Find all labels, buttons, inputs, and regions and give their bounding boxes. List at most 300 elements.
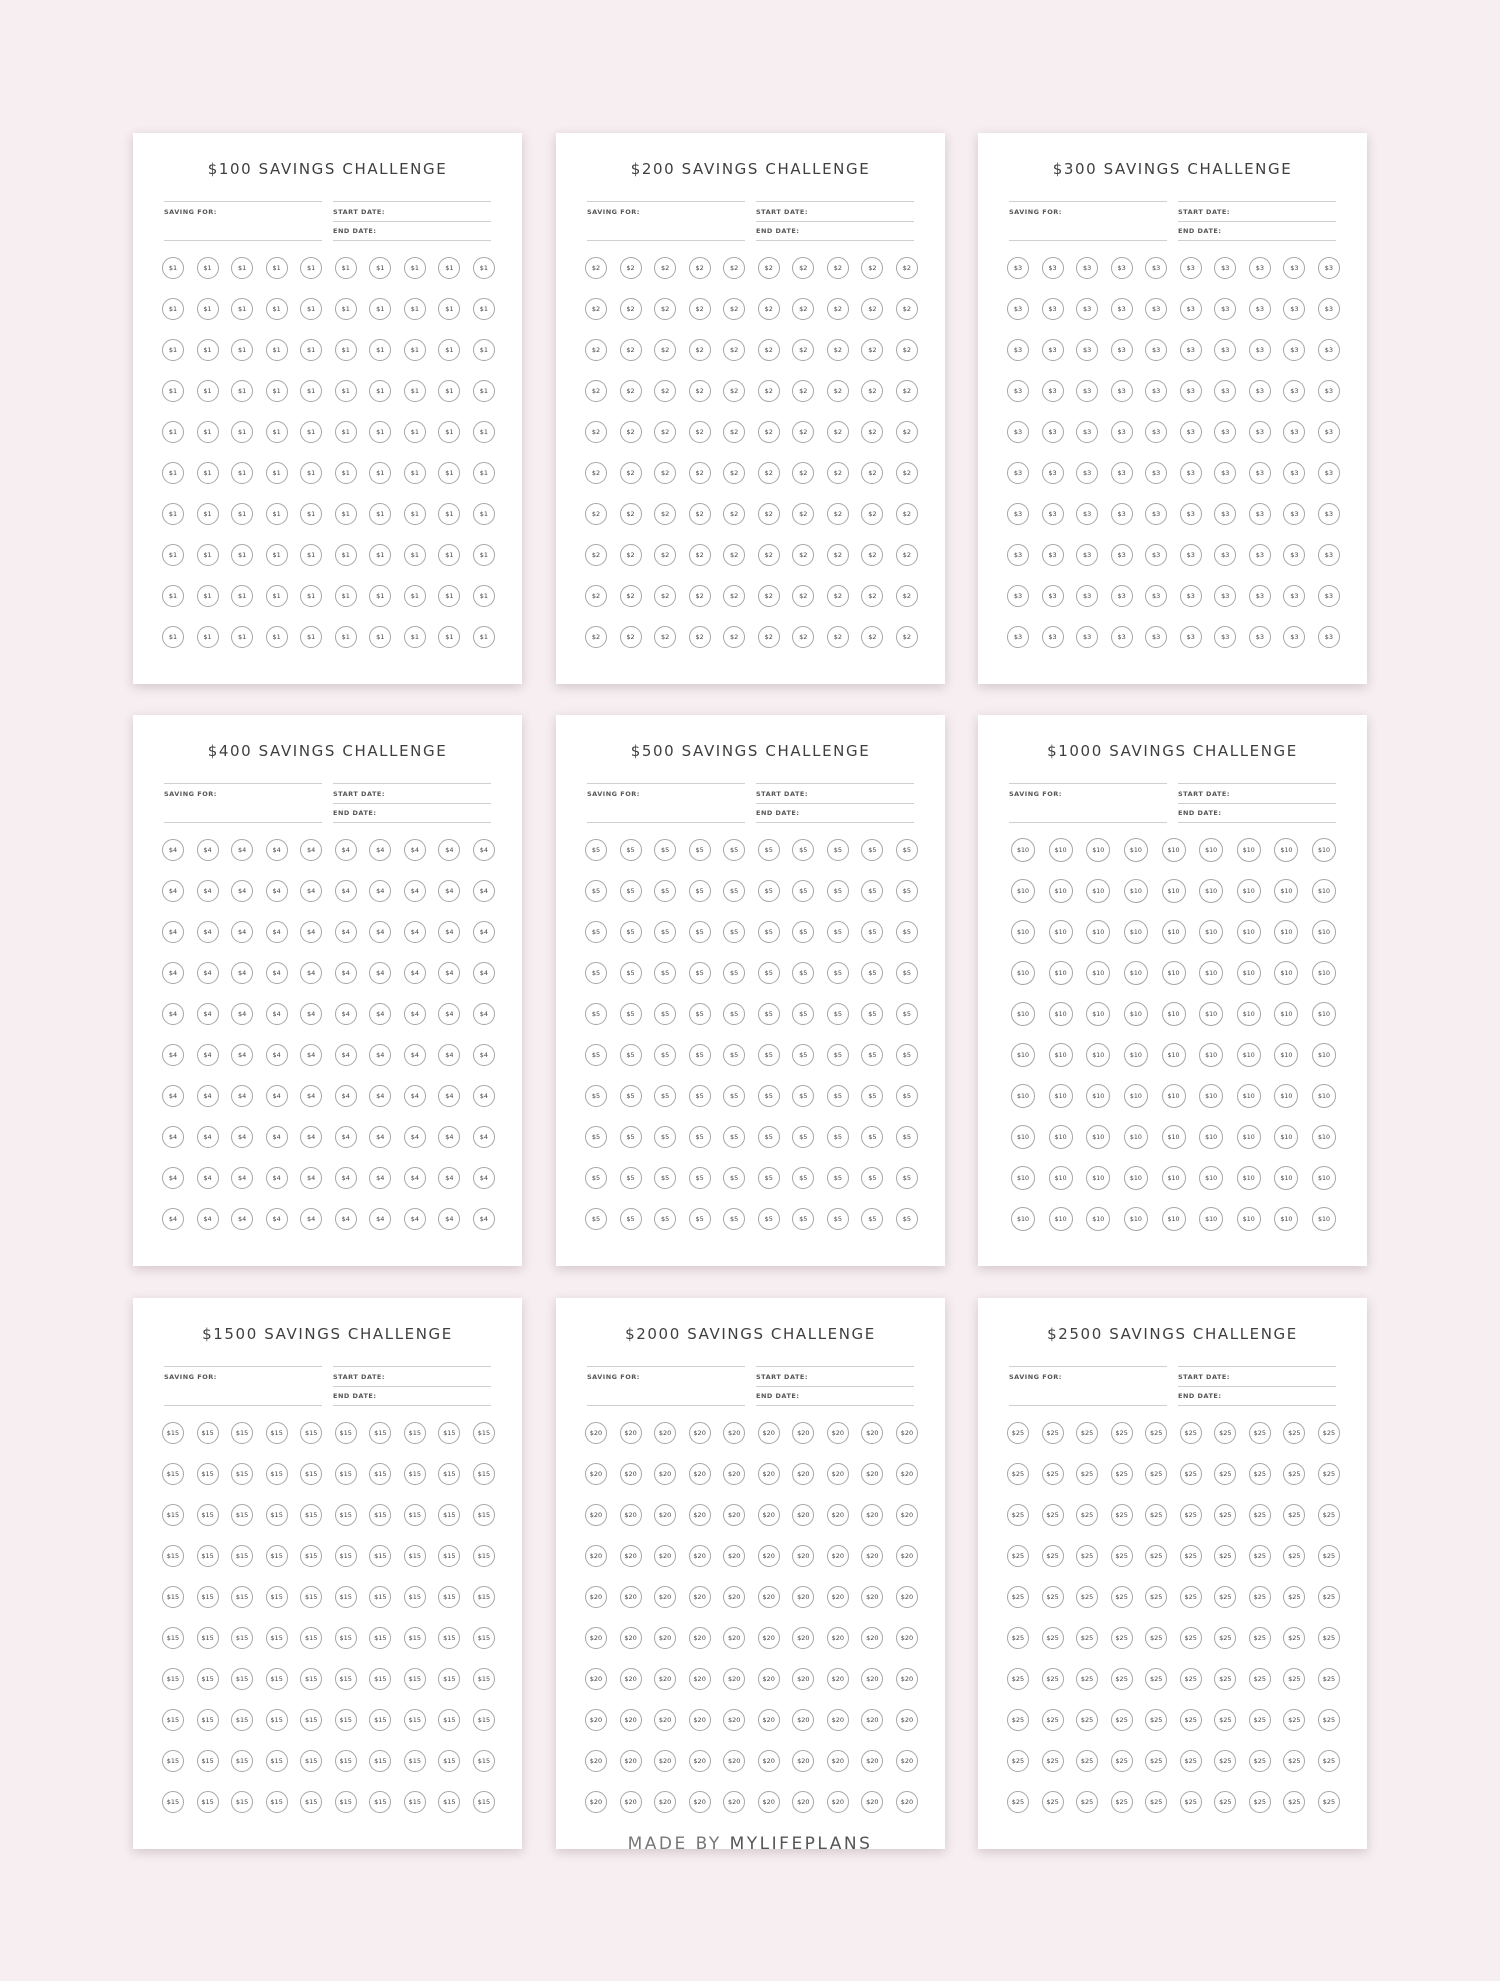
savings-coin[interactable]: $1	[300, 503, 322, 525]
savings-coin[interactable]: $2	[620, 380, 642, 402]
savings-coin[interactable]: $25	[1214, 1545, 1236, 1567]
savings-coin[interactable]: $3	[1111, 298, 1133, 320]
savings-coin[interactable]: $15	[438, 1750, 460, 1772]
savings-coin[interactable]: $15	[197, 1545, 219, 1567]
savings-coin[interactable]: $15	[266, 1791, 288, 1813]
savings-coin[interactable]: $1	[266, 626, 288, 648]
savings-coin[interactable]: $4	[162, 921, 184, 943]
savings-coin[interactable]: $4	[231, 1085, 253, 1107]
savings-coin[interactable]: $10	[1237, 1125, 1261, 1149]
savings-coin[interactable]: $10	[1274, 1043, 1298, 1067]
savings-coin[interactable]: $10	[1086, 1084, 1110, 1108]
savings-coin[interactable]: $2	[723, 298, 745, 320]
savings-coin[interactable]: $3	[1042, 503, 1064, 525]
savings-coin[interactable]: $25	[1076, 1709, 1098, 1731]
savings-coin[interactable]: $20	[585, 1668, 607, 1690]
savings-coin[interactable]: $2	[896, 298, 918, 320]
savings-coin[interactable]: $20	[654, 1627, 676, 1649]
savings-coin[interactable]: $10	[1124, 838, 1148, 862]
savings-coin[interactable]: $3	[1145, 421, 1167, 443]
savings-coin[interactable]: $15	[300, 1545, 322, 1567]
savings-coin[interactable]: $10	[1049, 1207, 1073, 1231]
savings-coin[interactable]: $25	[1111, 1586, 1133, 1608]
savings-coin[interactable]: $2	[896, 380, 918, 402]
savings-coin[interactable]: $2	[585, 626, 607, 648]
savings-coin[interactable]: $20	[827, 1463, 849, 1485]
savings-coin[interactable]: $5	[689, 1003, 711, 1025]
savings-coin[interactable]: $20	[620, 1586, 642, 1608]
savings-coin[interactable]: $3	[1283, 380, 1305, 402]
savings-coin[interactable]: $3	[1007, 503, 1029, 525]
savings-coin[interactable]: $25	[1249, 1627, 1271, 1649]
savings-coin[interactable]: $3	[1283, 257, 1305, 279]
savings-coin[interactable]: $25	[1042, 1791, 1064, 1813]
savings-coin[interactable]: $2	[654, 585, 676, 607]
savings-coin[interactable]: $4	[266, 839, 288, 861]
savings-coin[interactable]: $1	[231, 257, 253, 279]
savings-coin[interactable]: $25	[1180, 1504, 1202, 1526]
savings-coin[interactable]: $3	[1145, 503, 1167, 525]
savings-coin[interactable]: $15	[266, 1709, 288, 1731]
savings-coin[interactable]: $25	[1318, 1504, 1340, 1526]
savings-coin[interactable]: $1	[473, 380, 495, 402]
savings-coin[interactable]: $25	[1076, 1545, 1098, 1567]
savings-coin[interactable]: $4	[197, 1126, 219, 1148]
savings-coin[interactable]: $4	[231, 1208, 253, 1230]
savings-coin[interactable]: $25	[1318, 1627, 1340, 1649]
savings-coin[interactable]: $4	[162, 1044, 184, 1066]
savings-coin[interactable]: $15	[404, 1586, 426, 1608]
savings-coin[interactable]: $4	[266, 921, 288, 943]
savings-coin[interactable]: $3	[1180, 462, 1202, 484]
savings-coin[interactable]: $5	[827, 962, 849, 984]
savings-coin[interactable]: $10	[1237, 1043, 1261, 1067]
savings-coin[interactable]: $3	[1249, 257, 1271, 279]
savings-coin[interactable]: $1	[404, 298, 426, 320]
savings-coin[interactable]: $1	[197, 544, 219, 566]
savings-coin[interactable]: $20	[723, 1463, 745, 1485]
savings-coin[interactable]: $15	[300, 1422, 322, 1444]
savings-coin[interactable]: $5	[654, 1208, 676, 1230]
savings-coin[interactable]: $20	[723, 1627, 745, 1649]
savings-coin[interactable]: $10	[1312, 1207, 1336, 1231]
savings-coin[interactable]: $2	[861, 626, 883, 648]
savings-coin[interactable]: $15	[473, 1504, 495, 1526]
savings-coin[interactable]: $1	[266, 585, 288, 607]
savings-coin[interactable]: $2	[861, 462, 883, 484]
savings-coin[interactable]: $3	[1318, 462, 1340, 484]
savings-coin[interactable]: $4	[197, 1085, 219, 1107]
savings-coin[interactable]: $20	[654, 1504, 676, 1526]
savings-coin[interactable]: $5	[689, 921, 711, 943]
savings-coin[interactable]: $2	[758, 339, 780, 361]
savings-coin[interactable]: $2	[792, 380, 814, 402]
savings-coin[interactable]: $25	[1283, 1627, 1305, 1649]
savings-coin[interactable]: $1	[197, 380, 219, 402]
savings-coin[interactable]: $5	[861, 1085, 883, 1107]
savings-coin[interactable]: $25	[1076, 1791, 1098, 1813]
savings-coin[interactable]: $15	[300, 1463, 322, 1485]
savings-coin[interactable]: $20	[758, 1504, 780, 1526]
savings-coin[interactable]: $2	[654, 544, 676, 566]
savings-coin[interactable]: $2	[827, 421, 849, 443]
savings-coin[interactable]: $4	[162, 880, 184, 902]
savings-coin[interactable]: $15	[300, 1750, 322, 1772]
savings-coin[interactable]: $10	[1312, 961, 1336, 985]
savings-coin[interactable]: $4	[162, 1126, 184, 1148]
savings-coin[interactable]: $1	[231, 421, 253, 443]
savings-coin[interactable]: $20	[689, 1545, 711, 1567]
savings-coin[interactable]: $2	[792, 585, 814, 607]
savings-coin[interactable]: $25	[1007, 1463, 1029, 1485]
savings-coin[interactable]: $1	[369, 626, 391, 648]
savings-coin[interactable]: $15	[197, 1422, 219, 1444]
savings-coin[interactable]: $2	[896, 544, 918, 566]
savings-coin[interactable]: $5	[620, 1044, 642, 1066]
savings-coin[interactable]: $15	[335, 1750, 357, 1772]
savings-coin[interactable]: $10	[1237, 838, 1261, 862]
savings-coin[interactable]: $20	[620, 1463, 642, 1485]
savings-coin[interactable]: $1	[162, 544, 184, 566]
savings-coin[interactable]: $5	[654, 1003, 676, 1025]
savings-coin[interactable]: $1	[473, 544, 495, 566]
savings-coin[interactable]: $10	[1162, 1166, 1186, 1190]
savings-coin[interactable]: $10	[1011, 1207, 1035, 1231]
savings-coin[interactable]: $5	[654, 1085, 676, 1107]
savings-coin[interactable]: $25	[1214, 1791, 1236, 1813]
savings-coin[interactable]: $4	[162, 839, 184, 861]
savings-coin[interactable]: $15	[300, 1709, 322, 1731]
savings-coin[interactable]: $20	[896, 1668, 918, 1690]
savings-coin[interactable]: $4	[335, 880, 357, 902]
savings-coin[interactable]: $2	[792, 257, 814, 279]
savings-coin[interactable]: $3	[1318, 257, 1340, 279]
savings-coin[interactable]: $1	[266, 257, 288, 279]
savings-coin[interactable]: $5	[689, 1126, 711, 1148]
savings-coin[interactable]: $2	[689, 339, 711, 361]
savings-coin[interactable]: $15	[404, 1422, 426, 1444]
savings-coin[interactable]: $20	[827, 1627, 849, 1649]
savings-coin[interactable]: $25	[1249, 1504, 1271, 1526]
savings-coin[interactable]: $5	[792, 1085, 814, 1107]
savings-coin[interactable]: $4	[266, 1167, 288, 1189]
savings-coin[interactable]: $20	[792, 1627, 814, 1649]
savings-coin[interactable]: $20	[620, 1545, 642, 1567]
savings-coin[interactable]: $5	[896, 1003, 918, 1025]
savings-coin[interactable]: $3	[1249, 626, 1271, 648]
savings-coin[interactable]: $10	[1274, 838, 1298, 862]
savings-coin[interactable]: $4	[335, 1167, 357, 1189]
savings-coin[interactable]: $3	[1318, 298, 1340, 320]
savings-coin[interactable]: $25	[1145, 1504, 1167, 1526]
savings-coin[interactable]: $2	[896, 626, 918, 648]
savings-coin[interactable]: $20	[827, 1750, 849, 1772]
savings-coin[interactable]: $15	[438, 1627, 460, 1649]
savings-coin[interactable]: $10	[1312, 1084, 1336, 1108]
savings-coin[interactable]: $10	[1124, 1125, 1148, 1149]
savings-coin[interactable]: $2	[792, 544, 814, 566]
savings-coin[interactable]: $20	[861, 1750, 883, 1772]
savings-coin[interactable]: $10	[1162, 1043, 1186, 1067]
savings-coin[interactable]: $5	[861, 921, 883, 943]
savings-coin[interactable]: $2	[827, 298, 849, 320]
savings-coin[interactable]: $20	[861, 1668, 883, 1690]
savings-coin[interactable]: $1	[300, 380, 322, 402]
savings-coin[interactable]: $5	[896, 1167, 918, 1189]
savings-coin[interactable]: $25	[1042, 1668, 1064, 1690]
savings-coin[interactable]: $3	[1249, 503, 1271, 525]
savings-coin[interactable]: $15	[162, 1463, 184, 1485]
savings-coin[interactable]: $5	[896, 1208, 918, 1230]
savings-coin[interactable]: $4	[404, 1208, 426, 1230]
savings-coin[interactable]: $10	[1086, 879, 1110, 903]
savings-coin[interactable]: $3	[1214, 339, 1236, 361]
savings-coin[interactable]: $1	[404, 503, 426, 525]
savings-coin[interactable]: $4	[369, 1126, 391, 1148]
savings-coin[interactable]: $2	[689, 380, 711, 402]
savings-coin[interactable]: $4	[369, 921, 391, 943]
savings-coin[interactable]: $25	[1318, 1463, 1340, 1485]
savings-coin[interactable]: $5	[792, 1167, 814, 1189]
savings-coin[interactable]: $1	[369, 380, 391, 402]
savings-coin[interactable]: $5	[896, 962, 918, 984]
savings-coin[interactable]: $4	[473, 1085, 495, 1107]
savings-coin[interactable]: $5	[792, 921, 814, 943]
savings-coin[interactable]: $3	[1214, 380, 1236, 402]
savings-coin[interactable]: $2	[620, 462, 642, 484]
savings-coin[interactable]: $1	[369, 257, 391, 279]
savings-coin[interactable]: $15	[335, 1791, 357, 1813]
savings-coin[interactable]: $15	[197, 1750, 219, 1772]
savings-coin[interactable]: $25	[1076, 1627, 1098, 1649]
savings-coin[interactable]: $3	[1214, 421, 1236, 443]
savings-coin[interactable]: $25	[1111, 1709, 1133, 1731]
savings-coin[interactable]: $4	[438, 839, 460, 861]
savings-coin[interactable]: $3	[1180, 503, 1202, 525]
savings-coin[interactable]: $5	[861, 1167, 883, 1189]
savings-coin[interactable]: $25	[1076, 1463, 1098, 1485]
savings-coin[interactable]: $1	[438, 339, 460, 361]
savings-coin[interactable]: $15	[266, 1668, 288, 1690]
savings-coin[interactable]: $1	[162, 503, 184, 525]
savings-coin[interactable]: $2	[585, 257, 607, 279]
savings-coin[interactable]: $2	[827, 503, 849, 525]
savings-coin[interactable]: $1	[197, 339, 219, 361]
savings-coin[interactable]: $10	[1162, 1002, 1186, 1026]
savings-coin[interactable]: $15	[162, 1791, 184, 1813]
savings-coin[interactable]: $15	[404, 1791, 426, 1813]
savings-coin[interactable]: $4	[369, 1003, 391, 1025]
savings-coin[interactable]: $10	[1312, 920, 1336, 944]
savings-coin[interactable]: $3	[1042, 339, 1064, 361]
savings-coin[interactable]: $5	[654, 1044, 676, 1066]
savings-coin[interactable]: $20	[689, 1709, 711, 1731]
savings-coin[interactable]: $25	[1145, 1586, 1167, 1608]
savings-coin[interactable]: $10	[1086, 1002, 1110, 1026]
savings-coin[interactable]: $10	[1162, 1084, 1186, 1108]
savings-coin[interactable]: $2	[758, 626, 780, 648]
savings-coin[interactable]: $15	[369, 1545, 391, 1567]
savings-coin[interactable]: $5	[620, 1167, 642, 1189]
savings-coin[interactable]: $2	[896, 339, 918, 361]
savings-coin[interactable]: $1	[231, 585, 253, 607]
savings-coin[interactable]: $20	[689, 1668, 711, 1690]
savings-coin[interactable]: $25	[1318, 1791, 1340, 1813]
savings-coin[interactable]: $25	[1180, 1709, 1202, 1731]
savings-coin[interactable]: $4	[438, 962, 460, 984]
savings-coin[interactable]: $4	[473, 839, 495, 861]
savings-coin[interactable]: $2	[758, 421, 780, 443]
savings-coin[interactable]: $15	[473, 1627, 495, 1649]
savings-coin[interactable]: $20	[758, 1750, 780, 1772]
savings-coin[interactable]: $20	[723, 1586, 745, 1608]
savings-coin[interactable]: $4	[404, 839, 426, 861]
savings-coin[interactable]: $10	[1124, 879, 1148, 903]
savings-coin[interactable]: $20	[896, 1627, 918, 1649]
savings-coin[interactable]: $4	[369, 839, 391, 861]
savings-coin[interactable]: $25	[1111, 1545, 1133, 1567]
savings-coin[interactable]: $4	[266, 1126, 288, 1148]
savings-coin[interactable]: $5	[585, 921, 607, 943]
savings-coin[interactable]: $1	[404, 626, 426, 648]
savings-coin[interactable]: $1	[473, 257, 495, 279]
savings-coin[interactable]: $20	[758, 1463, 780, 1485]
savings-coin[interactable]: $5	[620, 1126, 642, 1148]
savings-coin[interactable]: $20	[689, 1750, 711, 1772]
savings-coin[interactable]: $25	[1249, 1463, 1271, 1485]
savings-coin[interactable]: $1	[197, 298, 219, 320]
savings-coin[interactable]: $1	[335, 257, 357, 279]
savings-coin[interactable]: $1	[369, 585, 391, 607]
savings-coin[interactable]: $2	[585, 339, 607, 361]
savings-coin[interactable]: $5	[827, 1003, 849, 1025]
savings-coin[interactable]: $20	[861, 1463, 883, 1485]
savings-coin[interactable]: $3	[1180, 257, 1202, 279]
savings-coin[interactable]: $15	[231, 1504, 253, 1526]
savings-coin[interactable]: $2	[585, 585, 607, 607]
savings-coin[interactable]: $1	[162, 626, 184, 648]
savings-coin[interactable]: $5	[689, 839, 711, 861]
savings-coin[interactable]: $20	[689, 1586, 711, 1608]
savings-coin[interactable]: $5	[792, 1003, 814, 1025]
savings-coin[interactable]: $4	[231, 1126, 253, 1148]
savings-coin[interactable]: $4	[404, 1167, 426, 1189]
savings-coin[interactable]: $25	[1007, 1422, 1029, 1444]
savings-coin[interactable]: $25	[1042, 1709, 1064, 1731]
savings-coin[interactable]: $1	[162, 298, 184, 320]
savings-coin[interactable]: $25	[1007, 1668, 1029, 1690]
savings-coin[interactable]: $3	[1145, 380, 1167, 402]
savings-coin[interactable]: $1	[473, 626, 495, 648]
savings-coin[interactable]: $3	[1249, 544, 1271, 566]
savings-coin[interactable]: $3	[1249, 380, 1271, 402]
savings-coin[interactable]: $5	[723, 1126, 745, 1148]
savings-coin[interactable]: $2	[620, 585, 642, 607]
savings-coin[interactable]: $2	[689, 585, 711, 607]
savings-coin[interactable]: $20	[723, 1668, 745, 1690]
savings-coin[interactable]: $2	[654, 339, 676, 361]
savings-coin[interactable]: $25	[1145, 1750, 1167, 1772]
savings-coin[interactable]: $1	[266, 421, 288, 443]
savings-coin[interactable]: $2	[620, 298, 642, 320]
savings-coin[interactable]: $3	[1145, 339, 1167, 361]
savings-coin[interactable]: $25	[1076, 1586, 1098, 1608]
savings-coin[interactable]: $25	[1180, 1791, 1202, 1813]
savings-coin[interactable]: $10	[1124, 1043, 1148, 1067]
savings-coin[interactable]: $1	[438, 585, 460, 607]
savings-coin[interactable]: $10	[1011, 1043, 1035, 1067]
savings-coin[interactable]: $10	[1049, 838, 1073, 862]
savings-coin[interactable]: $3	[1076, 421, 1098, 443]
savings-coin[interactable]: $2	[827, 257, 849, 279]
savings-coin[interactable]: $1	[473, 503, 495, 525]
savings-coin[interactable]: $20	[896, 1791, 918, 1813]
savings-coin[interactable]: $3	[1007, 298, 1029, 320]
savings-coin[interactable]: $4	[473, 1044, 495, 1066]
savings-coin[interactable]: $15	[266, 1627, 288, 1649]
savings-coin[interactable]: $20	[654, 1668, 676, 1690]
savings-coin[interactable]: $20	[861, 1586, 883, 1608]
savings-coin[interactable]: $5	[723, 880, 745, 902]
savings-coin[interactable]: $25	[1318, 1586, 1340, 1608]
savings-coin[interactable]: $20	[758, 1545, 780, 1567]
savings-coin[interactable]: $5	[620, 962, 642, 984]
savings-coin[interactable]: $20	[827, 1668, 849, 1690]
savings-coin[interactable]: $5	[585, 1044, 607, 1066]
savings-coin[interactable]: $5	[861, 1208, 883, 1230]
savings-coin[interactable]: $20	[792, 1586, 814, 1608]
savings-coin[interactable]: $4	[473, 1003, 495, 1025]
savings-coin[interactable]: $25	[1111, 1504, 1133, 1526]
savings-coin[interactable]: $2	[585, 503, 607, 525]
savings-coin[interactable]: $1	[266, 462, 288, 484]
savings-coin[interactable]: $4	[300, 1044, 322, 1066]
savings-coin[interactable]: $20	[654, 1750, 676, 1772]
savings-coin[interactable]: $10	[1312, 879, 1336, 903]
savings-coin[interactable]: $5	[861, 1126, 883, 1148]
savings-coin[interactable]: $10	[1162, 838, 1186, 862]
savings-coin[interactable]: $2	[723, 544, 745, 566]
savings-coin[interactable]: $25	[1318, 1709, 1340, 1731]
savings-coin[interactable]: $4	[438, 1208, 460, 1230]
savings-coin[interactable]: $2	[620, 257, 642, 279]
savings-coin[interactable]: $4	[162, 1085, 184, 1107]
savings-coin[interactable]: $3	[1180, 339, 1202, 361]
savings-coin[interactable]: $15	[266, 1586, 288, 1608]
savings-coin[interactable]: $20	[620, 1504, 642, 1526]
savings-coin[interactable]: $1	[231, 298, 253, 320]
savings-coin[interactable]: $4	[266, 1003, 288, 1025]
savings-coin[interactable]: $4	[162, 1208, 184, 1230]
savings-coin[interactable]: $3	[1283, 544, 1305, 566]
savings-coin[interactable]: $5	[723, 962, 745, 984]
savings-coin[interactable]: $5	[896, 839, 918, 861]
savings-coin[interactable]: $1	[300, 421, 322, 443]
savings-coin[interactable]: $10	[1199, 1084, 1223, 1108]
savings-coin[interactable]: $3	[1111, 544, 1133, 566]
savings-coin[interactable]: $3	[1042, 462, 1064, 484]
savings-coin[interactable]: $1	[300, 585, 322, 607]
savings-coin[interactable]: $25	[1111, 1463, 1133, 1485]
savings-coin[interactable]: $2	[585, 298, 607, 320]
savings-coin[interactable]: $20	[861, 1627, 883, 1649]
savings-coin[interactable]: $10	[1086, 961, 1110, 985]
savings-coin[interactable]: $20	[861, 1504, 883, 1526]
savings-coin[interactable]: $10	[1049, 1084, 1073, 1108]
savings-coin[interactable]: $10	[1049, 920, 1073, 944]
savings-coin[interactable]: $3	[1180, 421, 1202, 443]
savings-coin[interactable]: $2	[654, 462, 676, 484]
